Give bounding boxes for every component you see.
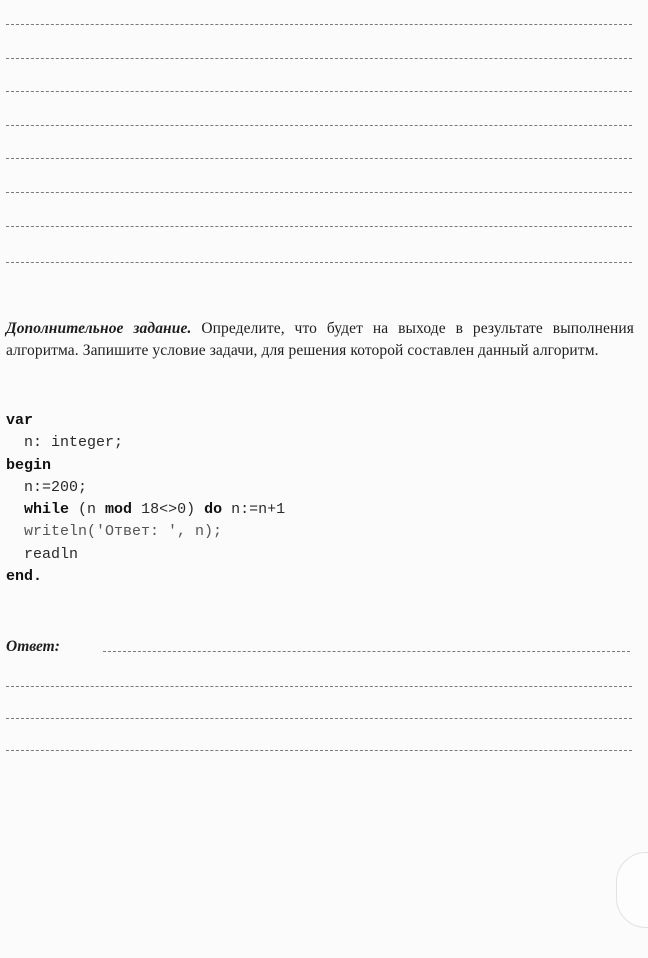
code-begin: begin [6,456,52,474]
code-decl: n: integer; [6,434,124,452]
code-while-cond-a: (n [69,501,106,519]
code-listing [6,410,626,588]
code-while-kw: while [24,501,70,519]
answer-line-top-6 [6,192,632,193]
answer-line-top-1 [6,24,632,25]
page-corner-shadow [616,852,648,928]
task-statement [6,318,634,362]
code-writeln: writeln('Ответ: ', n); [6,523,223,541]
code-while-body: n:=n+1 [222,501,286,519]
task-lead: Дополнительное задание. [6,320,192,337]
answer-line-3 [6,718,632,719]
answer-line-1 [103,651,630,652]
answer-line-top-7 [6,226,632,227]
code-while-cond-b: 18<>0) [132,501,205,519]
answer-line-top-5 [6,158,632,159]
answer-line-4 [6,750,632,751]
answer-label: Ответ: [6,638,60,655]
code-do-kw: do [204,501,223,519]
answer-line-top-2 [6,58,632,59]
answer-line-top-4 [6,125,632,126]
answer-line-top-8 [6,262,632,263]
code-mod-kw: mod [105,501,133,519]
code-assign: n:=200; [6,478,88,496]
code-readln: readln [6,545,79,563]
task-text: Определите, что будет на выходе в результате выполнения алгоритма. Запишите условие задачи, для решения которой составлен данный алгоритм. [6,320,634,359]
answer-line-2 [6,686,632,687]
code-var: var [6,412,34,429]
answer-line-top-3 [6,91,632,92]
code-end: end. [6,568,43,586]
